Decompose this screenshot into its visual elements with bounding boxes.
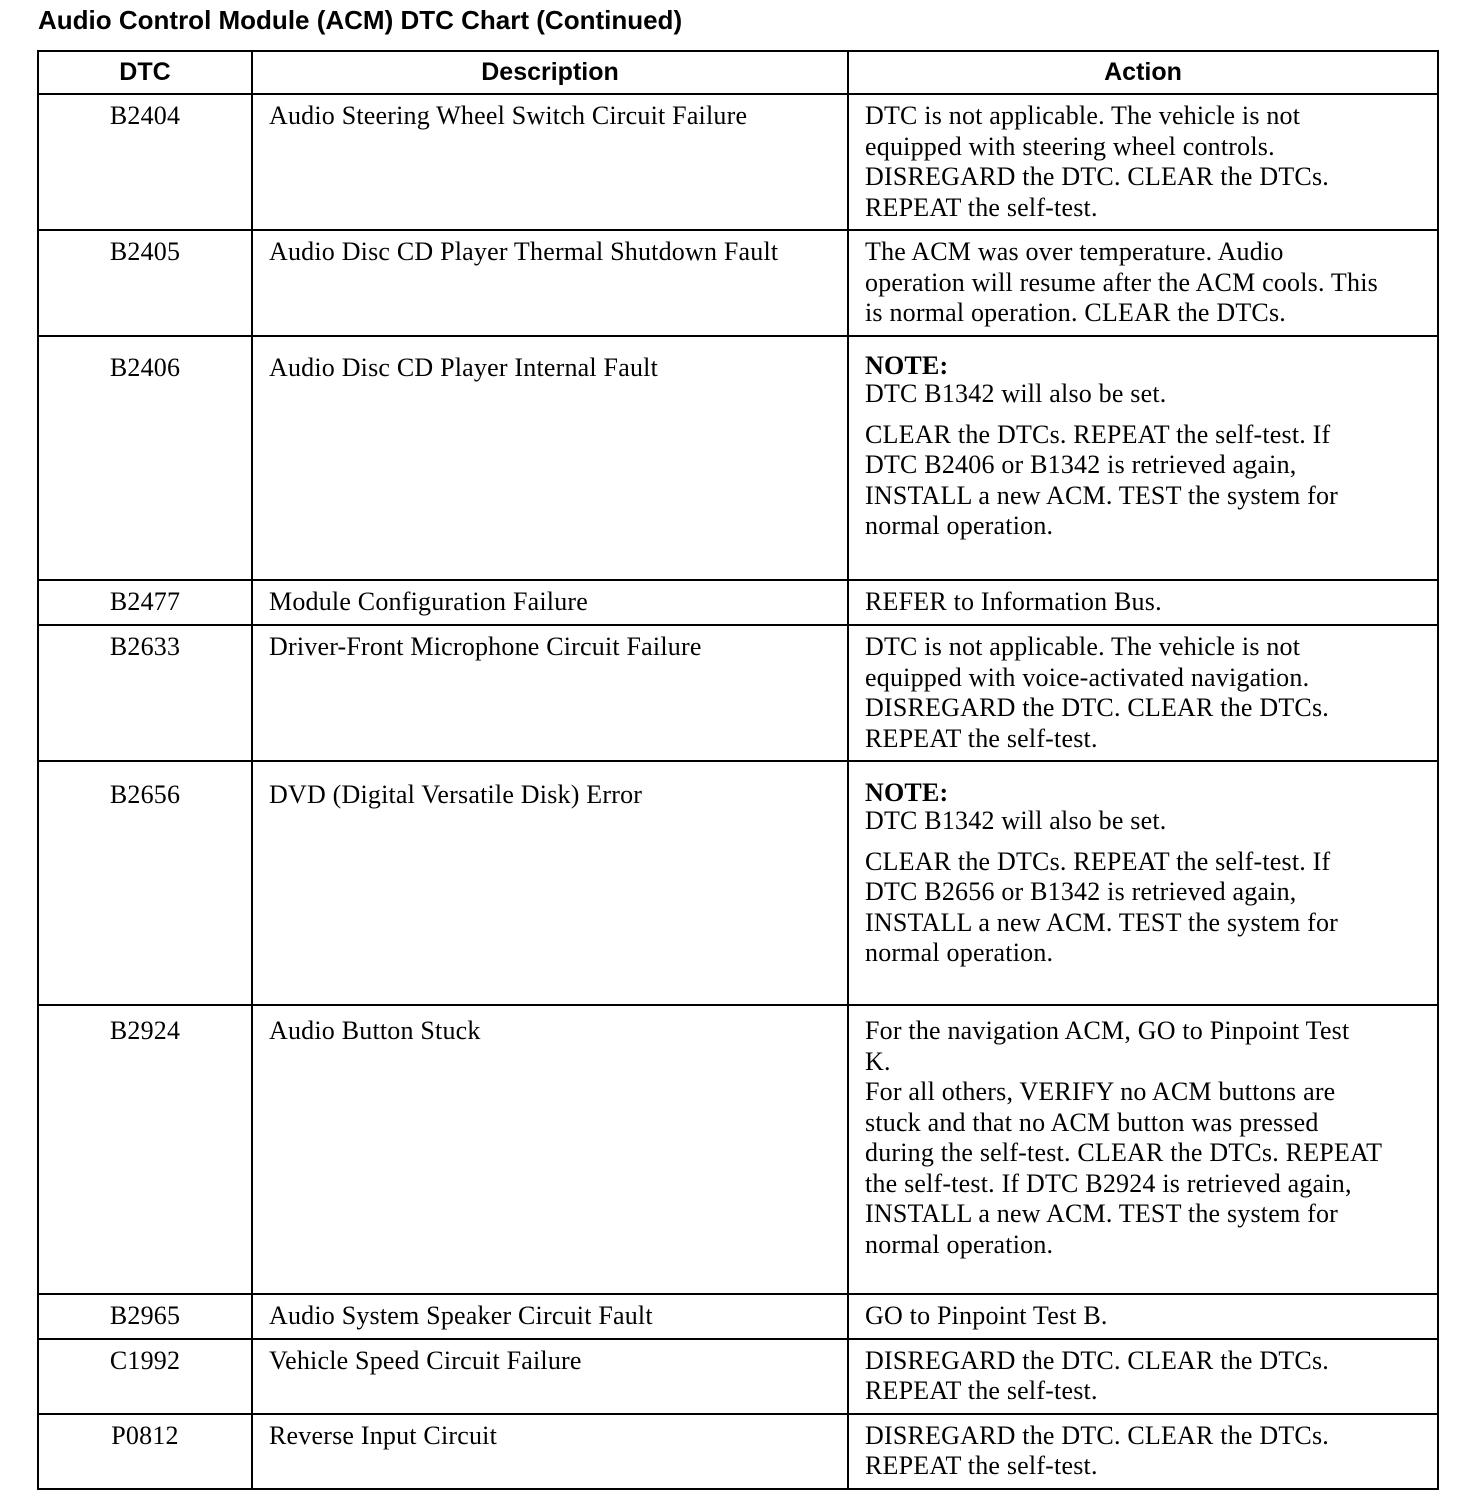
dtc-description: DVD (Digital Versatile Disk) Error	[252, 761, 848, 1005]
table-row	[38, 1414, 1438, 1489]
table-row	[38, 761, 1438, 1005]
dtc-action	[848, 94, 1438, 230]
dtc-description: Audio Disc CD Player Internal Fault	[252, 336, 848, 580]
action-line: DISREGARD the DTC. CLEAR the DTCs.	[865, 1345, 1329, 1375]
note-text: DTC B1342 will also be set.	[865, 379, 1167, 408]
dtc-description: Audio Disc CD Player Thermal Shutdown Fault	[252, 230, 848, 336]
action-line: DTC B2656 or B1342 is retrieved again,	[865, 877, 1297, 906]
action-line: For all others, VERIFY no ACM buttons are	[865, 1077, 1336, 1106]
header-dtc: DTC	[38, 51, 252, 94]
action-line: INSTALL a new ACM. TEST the system for	[865, 907, 1338, 937]
dtc-action	[848, 1339, 1438, 1414]
note-text: DTC B1342 will also be set.	[865, 806, 1167, 835]
action-line: REPEAT the self-test.	[865, 1451, 1098, 1480]
note-label: NOTE:	[865, 351, 949, 380]
header-description: Description	[252, 51, 848, 94]
action-line: is normal operation. CLEAR the DTCs.	[865, 298, 1286, 327]
action-line: REPEAT the self-test.	[865, 1376, 1098, 1405]
action-line: GO to Pinpoint Test B.	[865, 1301, 1108, 1330]
table-row	[38, 230, 1438, 336]
dtc-action	[848, 230, 1438, 336]
dtc-action	[848, 761, 1438, 1005]
table-row	[38, 336, 1438, 580]
dtc-code: B2405	[38, 230, 252, 336]
action-line: stuck and that no ACM button was pressed	[865, 1107, 1319, 1137]
action-line: the self-test. If DTC B2924 is retrieved again,	[865, 1168, 1352, 1198]
action-line: during the self-test. CLEAR the DTCs. REPEAT	[865, 1138, 1383, 1167]
action-line: DTC B2406 or B1342 is retrieved again,	[865, 450, 1297, 479]
action-line: equipped with steering wheel controls.	[865, 131, 1275, 161]
dtc-action	[848, 336, 1438, 580]
table-row	[38, 625, 1438, 761]
dtc-code: B2633	[38, 625, 252, 761]
dtc-description: Audio Steering Wheel Switch Circuit Failure	[252, 94, 848, 230]
dtc-code: C1992	[38, 1339, 252, 1414]
action-line: normal operation.	[865, 938, 1054, 967]
page-title: Audio Control Module (ACM) DTC Chart (Continued)	[38, 5, 683, 35]
action-line: For the navigation ACM, GO to Pinpoint Test	[865, 1016, 1350, 1045]
action-line: normal operation.	[865, 1229, 1054, 1259]
action-line: normal operation.	[865, 511, 1054, 540]
action-line: REPEAT the self-test.	[865, 192, 1098, 222]
table-row	[38, 580, 1438, 625]
action-line: DTC is not applicable. The vehicle is not	[865, 101, 1301, 130]
table-row	[38, 1005, 1438, 1294]
action-line: DISREGARD the DTC. CLEAR the DTCs.	[865, 1420, 1329, 1450]
dtc-code: P0812	[38, 1414, 252, 1489]
dtc-description: Module Configuration Failure	[252, 580, 848, 625]
action-line: REFER to Information Bus.	[865, 587, 1162, 616]
dtc-code: B2656	[38, 761, 252, 1005]
dtc-action	[848, 580, 1438, 625]
dtc-chart-table	[37, 50, 1439, 1490]
action-line: DISREGARD the DTC. CLEAR the DTCs.	[865, 162, 1329, 191]
dtc-description: Audio System Speaker Circuit Fault	[252, 1294, 848, 1339]
table-row	[38, 1339, 1438, 1414]
dtc-action	[848, 1294, 1438, 1339]
dtc-code: B2406	[38, 336, 252, 580]
dtc-description: Vehicle Speed Circuit Failure	[252, 1339, 848, 1414]
dtc-code: B2477	[38, 580, 252, 625]
dtc-code: B2924	[38, 1005, 252, 1294]
table-header-row	[38, 51, 1438, 94]
table-row	[38, 1294, 1438, 1339]
dtc-description: Audio Button Stuck	[252, 1005, 848, 1294]
action-line: INSTALL a new ACM. TEST the system for	[865, 480, 1338, 510]
action-line: equipped with voice-activated navigation.	[865, 662, 1310, 692]
action-line: REPEAT the self-test.	[865, 723, 1098, 753]
note-label: NOTE:	[865, 778, 949, 807]
action-line: CLEAR the DTCs. REPEAT the self-test. If	[865, 846, 1331, 876]
action-line: The ACM was over temperature. Audio	[865, 237, 1284, 266]
dtc-description: Reverse Input Circuit	[252, 1414, 848, 1489]
action-line: operation will resume after the ACM cools. This	[865, 267, 1378, 297]
action-line: INSTALL a new ACM. TEST the system for	[865, 1199, 1338, 1228]
action-line: CLEAR the DTCs. REPEAT the self-test. If	[865, 419, 1331, 449]
header-action: Action	[848, 51, 1438, 94]
dtc-action	[848, 1005, 1438, 1294]
dtc-code: B2965	[38, 1294, 252, 1339]
action-line: DTC is not applicable. The vehicle is not	[865, 632, 1301, 661]
action-line: DISREGARD the DTC. CLEAR the DTCs.	[865, 693, 1329, 722]
action-line: K.	[865, 1046, 891, 1076]
dtc-description: Driver-Front Microphone Circuit Failure	[252, 625, 848, 761]
dtc-action	[848, 625, 1438, 761]
dtc-code: B2404	[38, 94, 252, 230]
table-row	[38, 94, 1438, 230]
dtc-action	[848, 1414, 1438, 1489]
